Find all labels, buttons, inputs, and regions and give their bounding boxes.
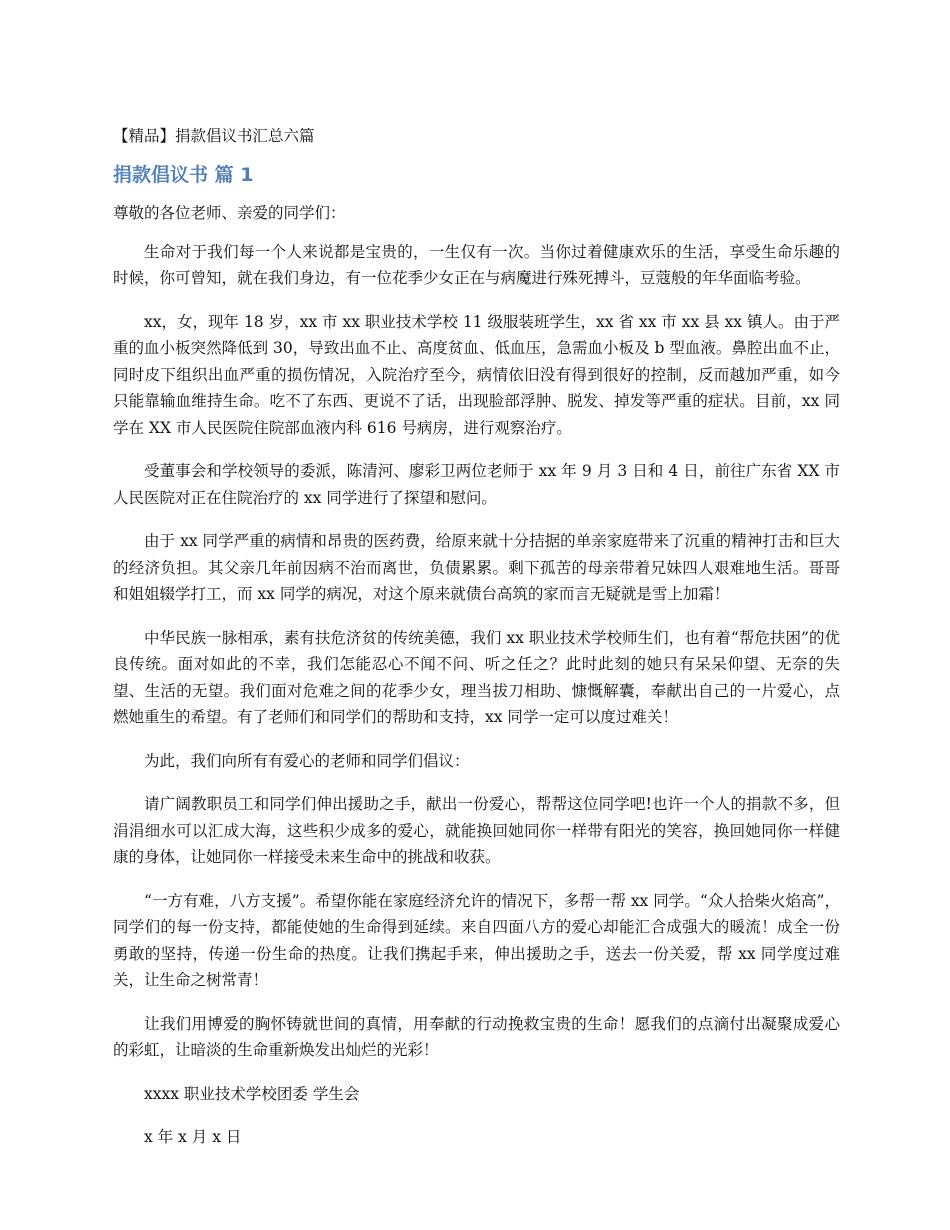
document-body [113, 200, 840, 1151]
document-title: 【精品】捐款倡议书汇总六篇 [113, 127, 315, 145]
paragraph: xx，女，现年 18 岁，xx 市 xx 职业技术学校 11 级服装班学生，xx 省 xx 市 xx 县 xx 镇人。由于严重的血小板突然降低到 30，导致出血不止、高度贫血、低血压，急需血小板及 b 型血液。鼻腔出血不止，同时皮下组织出血严重的损伤情况，入院治疗至今，病情依旧没有得到很好的控制，反而越加严重，如今只能靠输血维持生命。吃不了东西、更说不了话，出现脸部浮肿、脱发、掉发等严重的症状。目前，xx 同学在 XX 市人民医院住院部血液内科 616 号病房，进行观察治疗。 [113, 312, 840, 437]
signature: xxxx 职业技术学校团委 学生会 [144, 1084, 360, 1103]
date: x 年 x 月 x 日 [144, 1128, 242, 1146]
paragraph: 由于 xx 同学严重的病情和昂贵的医药费，给原来就十分拮据的单亲家庭带来了沉重的精神打击和巨大的经济负担。其父亲几年前因病不治而离世，负债累累。剩下孤苦的母亲带着兄妹四人艰难地生活。哥哥和姐姐辍学打工，而 xx 同学的病况，对这个原来就债台高筑的家而言无疑就是雪上加霜！ [113, 532, 840, 603]
section-heading: 捐款倡议书 篇 1 [113, 164, 254, 186]
paragraph: 请广阔教职员工和同学们伸出援助之手，献出一份爱心，帮帮这位同学吧!也许一个人的捐款不多，但涓涓细水可以汇成大海，这些积少成多的爱心，就能换回她同你一样带有阳光的笑容，换回她同你一样健康的身体，让她同你一样接受未来生命中的挑战和收获。 [113, 795, 840, 866]
paragraph: “一方有难，八方支援”。希望你能在家庭经济允许的情况下，多帮一帮 xx 同学。“众人拾柴火焰高”，同学们的每一份支持，都能使她的生命得到延续。来自四面八方的爱心却能汇合成强大的暖流！成全一份勇敢的坚持，传递一份生命的热度。让我们携起手来，伸出援助之手，送去一份关爱，帮 xx 同学度过难关，让生命之树常青！ [113, 891, 840, 989]
paragraph: 受董事会和学校领导的委派，陈清河、廖彩卫两位老师于 xx 年 9 月 3 日和 4 日，前往广东省 XX 市人民医院对正在住院治疗的 xx 同学进行了探望和慰问。 [113, 462, 840, 507]
paragraph: 生命对于我们每一个人来说都是宝贵的，一生仅有一次。当你过着健康欢乐的生活，享受生命乐趣的时候，你可曾知，就在我们身边，有一位花季少女正在与病魔进行殊死搏斗，豆蔻般的年华面临考验。 [113, 242, 840, 287]
salutation: 尊敬的各位老师、亲爱的同学们： [113, 204, 346, 222]
paragraph: 中华民族一脉相承，素有扶危济贫的传统美德，我们 xx 职业技术学校师生们，也有着“帮危扶困”的优良传统。面对如此的不幸，我们怎能忍心不闻不问、听之任之？此时此刻的她只有呆呆仰望、无奈的失望、生活的无望。我们面对危难之间的花季少女，理当拔刀相助、慷慨解囊，奉献出自己的一片爱心，点燃她重生的希望。有了老师们和同学们的帮助和支持，xx 同学一定可以度过难关！ [113, 628, 840, 726]
document-page [113, 124, 840, 1168]
paragraph: 让我们用博爱的胸怀铸就世间的真情，用奉献的行动挽救宝贵的生命！愿我们的点滴付出凝聚成爱心的彩虹，让暗淡的生命重新焕发出灿烂的光彩！ [113, 1014, 840, 1059]
paragraph: 为此，我们向所有有爱心的老师和同学们倡议： [144, 751, 470, 770]
